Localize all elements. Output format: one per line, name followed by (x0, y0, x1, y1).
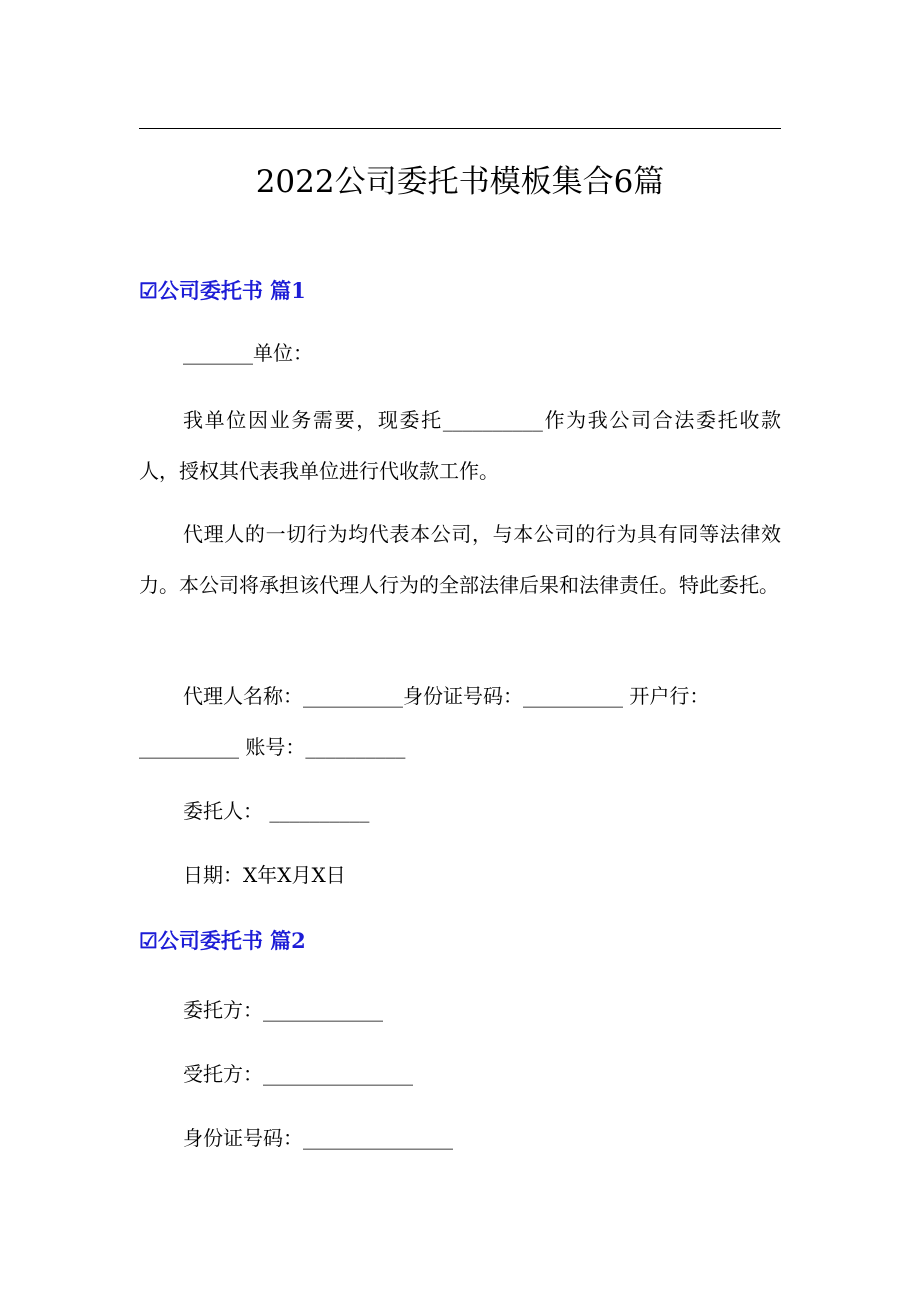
header-rule (139, 128, 781, 129)
section-heading-1: ☑公司委托书 篇1 (139, 278, 306, 303)
addressee-line: _______单位： (183, 341, 313, 365)
paragraph-authorization: 我单位因业务需要，现委托__________作为我公司合法委托收款人，授权其代表我单位进行代收款工作。 (139, 408, 781, 483)
agent-party-line: 受托方：_______________ (183, 1062, 413, 1086)
agent-fields-line-2: __________ 账号：__________ (139, 735, 406, 759)
principal-party-line: 委托方：____________ (183, 998, 383, 1022)
principal-signature-line: 委托人： __________ (183, 799, 370, 823)
document-title: 2022公司委托书模板集合6篇 (255, 164, 665, 200)
paragraph-legal-effect: 代理人的一切行为均代表本公司，与本公司的行为具有同等法律效力。本公司将承担该代理人行为的全部法律后果和法律责任。特此委托。 (139, 522, 781, 597)
id-number-line: 身份证号码：_______________ (183, 1126, 453, 1150)
section-heading-2: ☑公司委托书 篇2 (139, 928, 306, 953)
date-line: 日期：X年X月X日 (183, 863, 346, 887)
agent-fields-line-1: 代理人名称：__________身份证号码：__________ 开户行： (183, 684, 710, 708)
